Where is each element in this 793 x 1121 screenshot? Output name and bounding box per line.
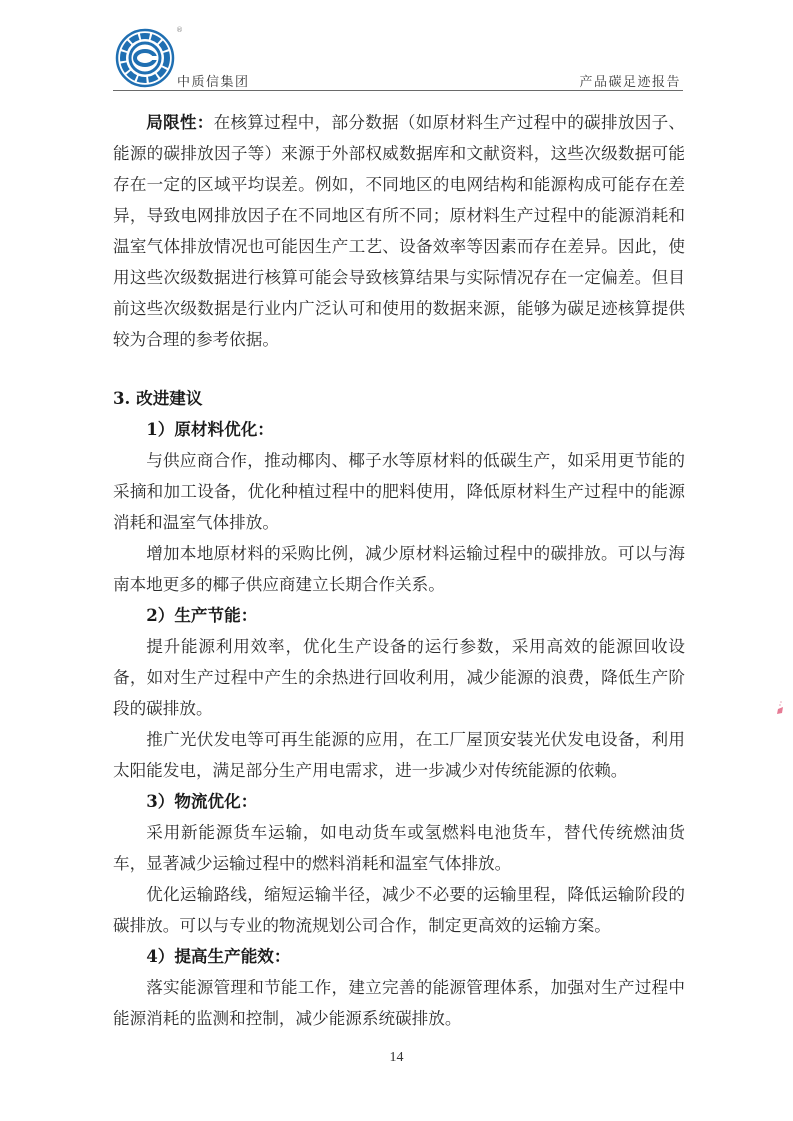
spacer <box>113 355 685 369</box>
subsection-heading-logistics: 3）物流优化： <box>146 791 258 811</box>
paragraph: 提升能源利用效率，优化生产设备的运行参数，采用高效的能源回收设备，如对生产过程中产生的余热进行回收利用，减少能源的浪费，降低生产阶段的碳排放。 <box>113 637 685 718</box>
registered-trademark-mark: ® <box>176 26 183 34</box>
paragraph: 与供应商合作，推动椰肉、椰子水等原材料的低碳生产，如采用更节能的采摘和加工设备，优化种植过程中的肥料使用，降低原材料生产过程中的能源消耗和温室气体排放。 <box>113 451 685 532</box>
page-header <box>113 24 683 91</box>
paragraph: 落实能源管理和节能工作，建立完善的能源管理体系，加强对生产过程中能源消耗的监测和控制，减少能源系统碳排放。 <box>113 978 685 1028</box>
section-heading-improvements: 3. 改进建议 <box>113 388 203 408</box>
paragraph: 采用新能源货车运输，如电动货车或氢燃料电池货车，替代传统燃油货车，显著减少运输过程中的燃料消耗和温室气体排放。 <box>113 823 685 873</box>
paragraph: 增加本地原材料的采购比例，减少原材料运输过程中的碳排放。可以与海南本地更多的椰子供应商建立长期合作关系。 <box>113 544 685 594</box>
subsection-heading-raw-materials: 1）原材料优化： <box>146 419 274 439</box>
document-body <box>113 107 685 1034</box>
company-logo-icon <box>115 28 175 88</box>
limitation-paragraph <box>113 107 685 355</box>
paragraph: 优化运输路线，缩短运输半径，减少不必要的运输里程，降低运输阶段的碳排放。可以与专业的物流规划公司合作，制定更高效的运输方案。 <box>113 885 685 935</box>
limitation-label: 局限性： <box>146 112 214 132</box>
limitation-text: 在核算过程中，部分数据（如原材料生产过程中的碳排放因子、能源的碳排放因子等）来源于外部权威数据库和文献资料，这些次级数据可能存在一定的区域平均误差。例如，不同地区的电网结构和能源构成可能存在差异，导致电网排放因子在不同地区有所不同；原材料生产过程中的能源消耗和温室气体排放情况也可能因生产工艺、设备效率等因素而存在差异。因此，使用这些次级数据进行核算可能会导致核算结果与实际情况存在一定偏差。但目前这些次级数据是行业内广泛认可和使用的数据来源，能够为碳足迹核算提供较为合理的参考依据。 <box>113 113 686 349</box>
subsection-heading-production-energy: 2）生产节能： <box>146 605 258 625</box>
subsection-heading-efficiency: 4）提高生产能效： <box>146 946 291 966</box>
paragraph: 推广光伏发电等可再生能源的应用，在工厂屋顶安装光伏发电设备，利用太阳能发电，满足部分生产用电需求，进一步减少对传统能源的依赖。 <box>113 730 685 780</box>
page-number: 14 <box>389 1050 404 1065</box>
scan-artifact-mark-icon <box>775 700 785 716</box>
report-title: 产品碳足迹报告 <box>579 75 681 90</box>
organization-name: 中质信集团 <box>177 75 250 90</box>
